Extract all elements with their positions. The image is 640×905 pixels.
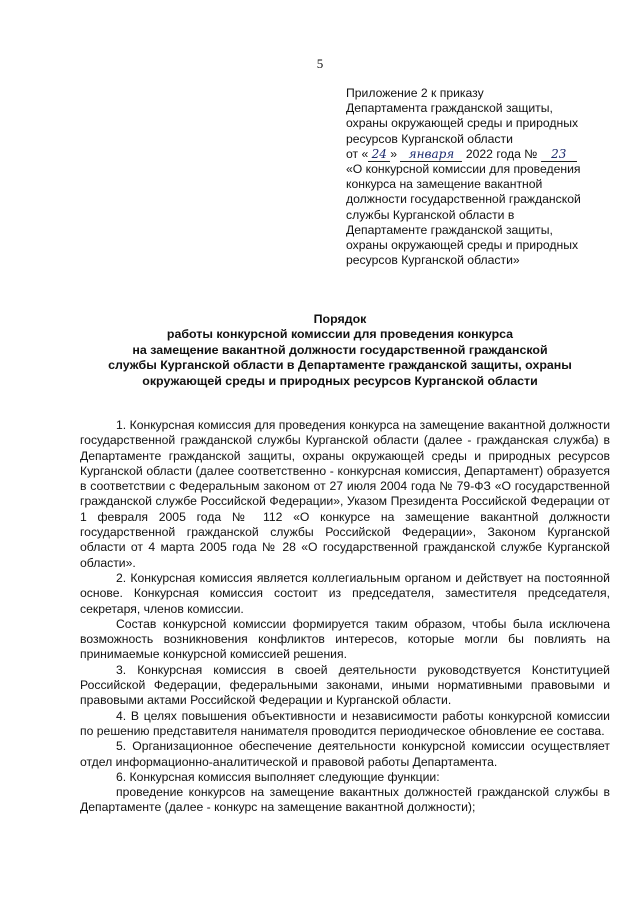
order-number-handwritten: 23 bbox=[541, 148, 577, 162]
paragraph: 6. Конкурсная комиссия выполняет следующие функции: bbox=[116, 769, 440, 784]
date-month-handwritten: января bbox=[400, 148, 462, 162]
appendix-subject-line: службы Курганской области в bbox=[346, 207, 515, 222]
date-prefix: от « bbox=[346, 146, 369, 161]
paragraph: 4. В целях повышения объективности и независимости работы конкурсной комиссии по решению представителя нанимателя проводится периодическое обновление ее состава. bbox=[80, 708, 610, 738]
appendix-subject-line: конкурса на замещение вакантной bbox=[346, 177, 543, 192]
title-line: окружающей среды и природных ресурсов Курганской области bbox=[142, 373, 538, 388]
page-number: 5 bbox=[316, 56, 324, 71]
date-day-handwritten: 24 bbox=[368, 148, 390, 162]
appendix-line: ресурсов Курганской области bbox=[346, 131, 513, 146]
appendix-date-line bbox=[346, 147, 608, 162]
appendix-block bbox=[346, 86, 608, 268]
title-line: на замещение вакантной должности государственной гражданской bbox=[132, 342, 548, 357]
document-title bbox=[60, 312, 620, 389]
date-year-text: 2022 года № bbox=[465, 146, 538, 161]
appendix-subject-line: охраны окружающей среды и природных bbox=[346, 238, 579, 253]
appendix-subject-line: ресурсов Курганской области» bbox=[346, 253, 520, 268]
appendix-line: Приложение 2 к приказу bbox=[346, 86, 484, 100]
paragraph: проведение конкурсов на замещение вакантных должностей гражданской службы в Департаменте (далее - конкурс на замещение вакантной должности); bbox=[80, 785, 610, 815]
appendix-line: Департамента гражданской защиты, bbox=[346, 101, 553, 116]
paragraph: 2. Конкурсная комиссия является коллегиальным органом и действует на постоянной основе. Конкурсная комиссия состоит из председателя, заместителя председателя, секретаря, членов комиссии. bbox=[80, 570, 610, 616]
title-line: работы конкурсной комиссии для проведения конкурса bbox=[166, 327, 514, 342]
appendix-line: охраны окружающей среды и природных bbox=[346, 116, 579, 131]
paragraph: 1. Конкурсная комиссия для проведения конкурса на замещение вакантной должности государственной гражданской службы Курганской области (далее - гражданская служба) в Департаменте гражданской защиты, охраны окружающей среды и природных ресурсов Курганской области (далее соответственно - конкурсная комиссия, Департамент) образуется в соответствии с Федеральным законом от 27 июля 2004 года № 79-ФЗ «О государственной гражданской службе Российской Федерации», Указом Президента Российской Федерации от 1 февраля 2005 года № 112 «О конкурсе на замещение вакантной должности государственной гражданской службы Российской Федерации», Законом Курганской области от 4 марта 2005 года № 28 «О государственной гражданской службе Курганской области». bbox=[80, 418, 610, 570]
paragraph: 5. Организационное обеспечение деятельности конкурсной комиссии осуществляет отдел информационно-аналитической и правовой работы Департамента. bbox=[80, 739, 610, 769]
paragraph: 3. Конкурсная комиссия в своей деятельности руководствуется Конституцией Российской Федерации, федеральными законами, иными нормативными правовыми и правовыми актами Российской Федерации и Курганской области. bbox=[80, 662, 610, 708]
appendix-subject-line: «О конкурсной комиссии для проведения bbox=[346, 162, 581, 177]
date-mid: » bbox=[390, 146, 398, 161]
appendix-subject-line: должности государственной гражданской bbox=[346, 192, 581, 207]
document-body bbox=[80, 418, 610, 816]
appendix-subject-line: Департаменте гражданской защиты, bbox=[346, 222, 553, 237]
title-line: службы Курганской области в Департаменте гражданской защиты, охраны bbox=[108, 358, 572, 373]
title-line: Порядок bbox=[313, 312, 367, 326]
paragraph: Состав конкурсной комиссии формируется таким образом, чтобы была исключена возможность возникновения конфликтов интересов, которые могли бы повлиять на принимаемые конкурсной комиссией решения. bbox=[80, 616, 610, 662]
